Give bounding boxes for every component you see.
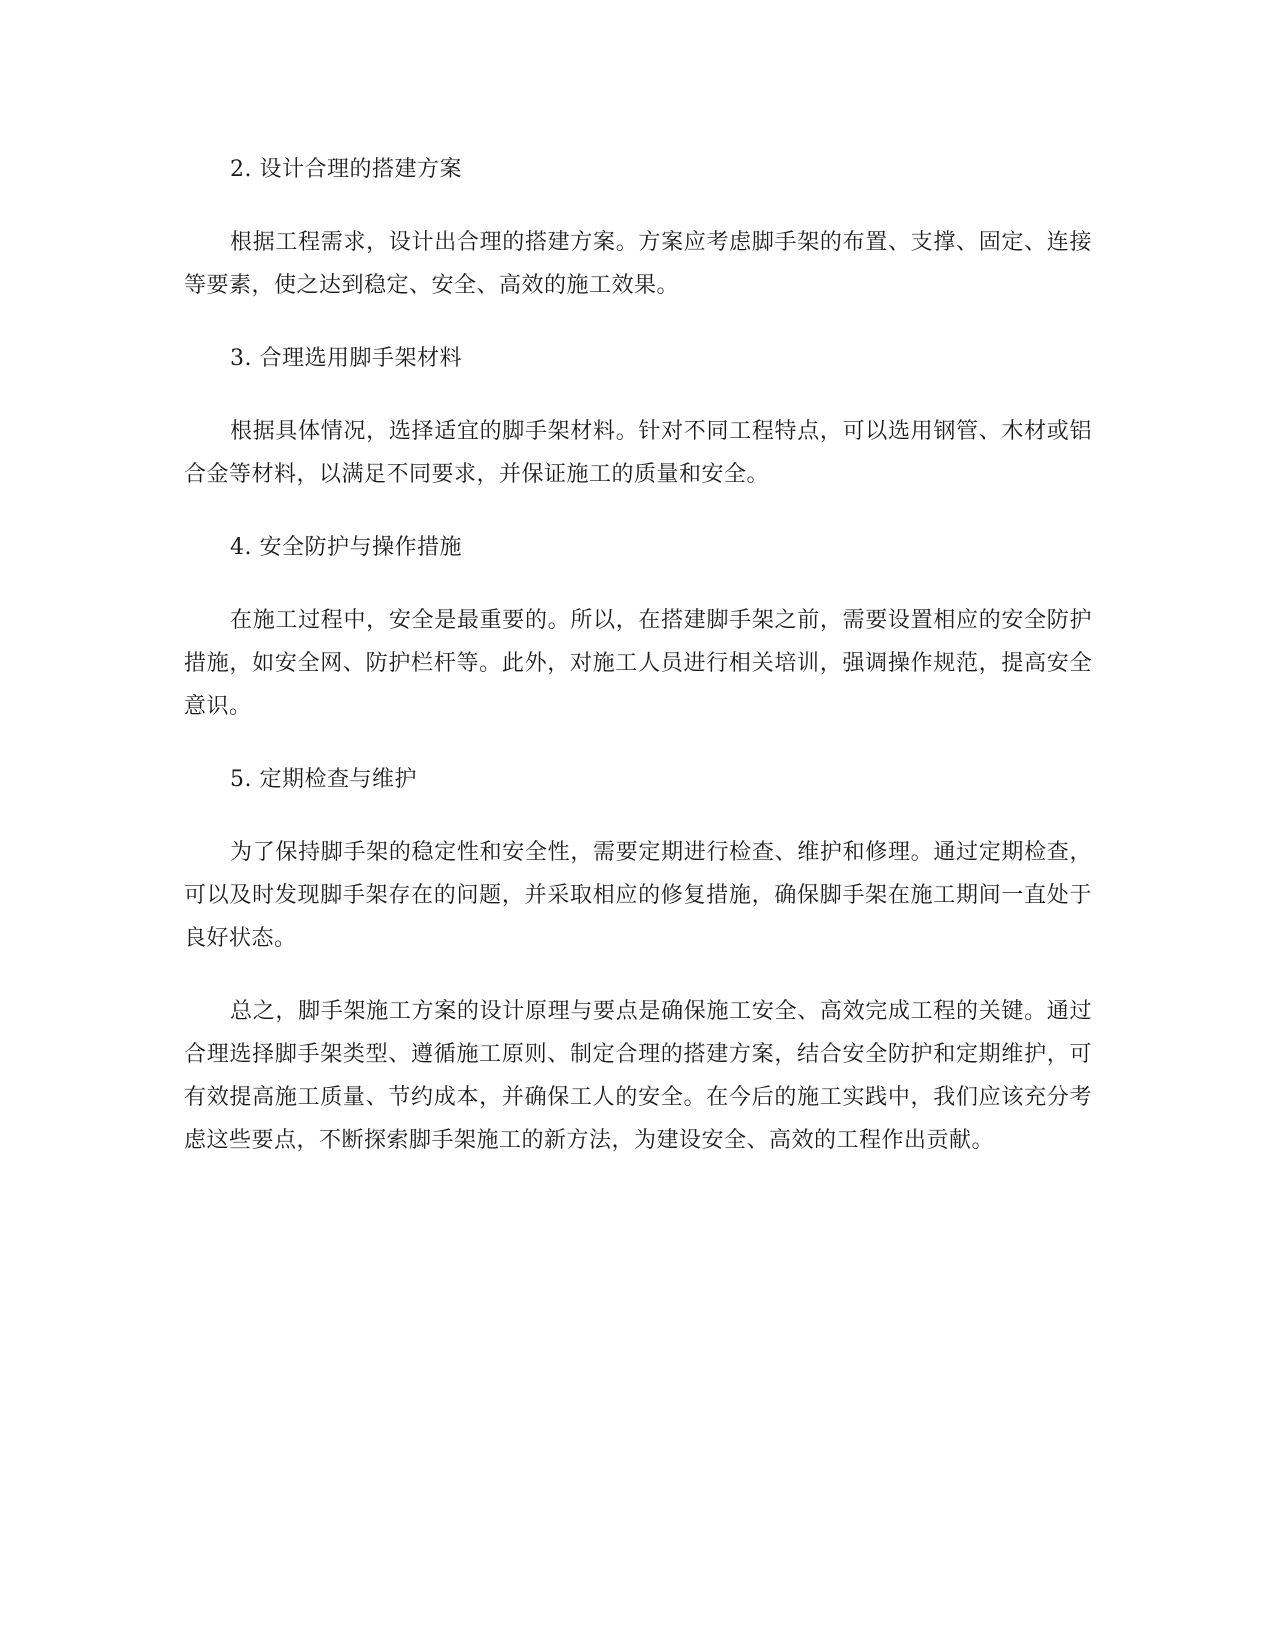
section-body-2: 根据工程需求，设计出合理的搭建方案。方案应考虑脚手架的布置、支撑、固定、连接等要素，使之达到稳定、安全、高效的施工效果。: [184, 230, 1092, 298]
section-heading-5: 5. 定期检查与维护: [230, 767, 417, 792]
section-heading-2: 2. 设计合理的搭建方案: [230, 157, 462, 182]
document-page: [184, 148, 1092, 1162]
conclusion-paragraph: 总之，脚手架施工方案的设计原理与要点是确保施工安全、高效完成工程的关键。通过合理选择脚手架类型、遵循施工原则、制定合理的搭建方案，结合安全防护和定期维护，可有效提高施工质量、节约成本，并确保工人的安全。在今后的施工实践中，我们应该充分考虑这些要点，不断探索脚手架施工的新方法，为建设安全、高效的工程作出贡献。: [184, 999, 1092, 1153]
section-body-5: 为了保持脚手架的稳定性和安全性，需要定期进行检查、维护和修理。通过定期检查，可以及时发现脚手架存在的问题，并采取相应的修复措施，确保脚手架在施工期间一直处于良好状态。: [184, 840, 1092, 951]
section-heading-4: 4. 安全防护与操作措施: [230, 535, 462, 560]
section-body-4: 在施工过程中，安全是最重要的。所以，在搭建脚手架之前，需要设置相应的安全防护措施，如安全网、防护栏杆等。此外，对施工人员进行相关培训，强调操作规范，提高安全意识。: [184, 608, 1092, 719]
section-heading-3: 3. 合理选用脚手架材料: [230, 346, 462, 371]
section-body-3: 根据具体情况，选择适宜的脚手架材料。针对不同工程特点，可以选用钢管、木材或铝合金等材料，以满足不同要求，并保证施工的质量和安全。: [184, 419, 1092, 487]
